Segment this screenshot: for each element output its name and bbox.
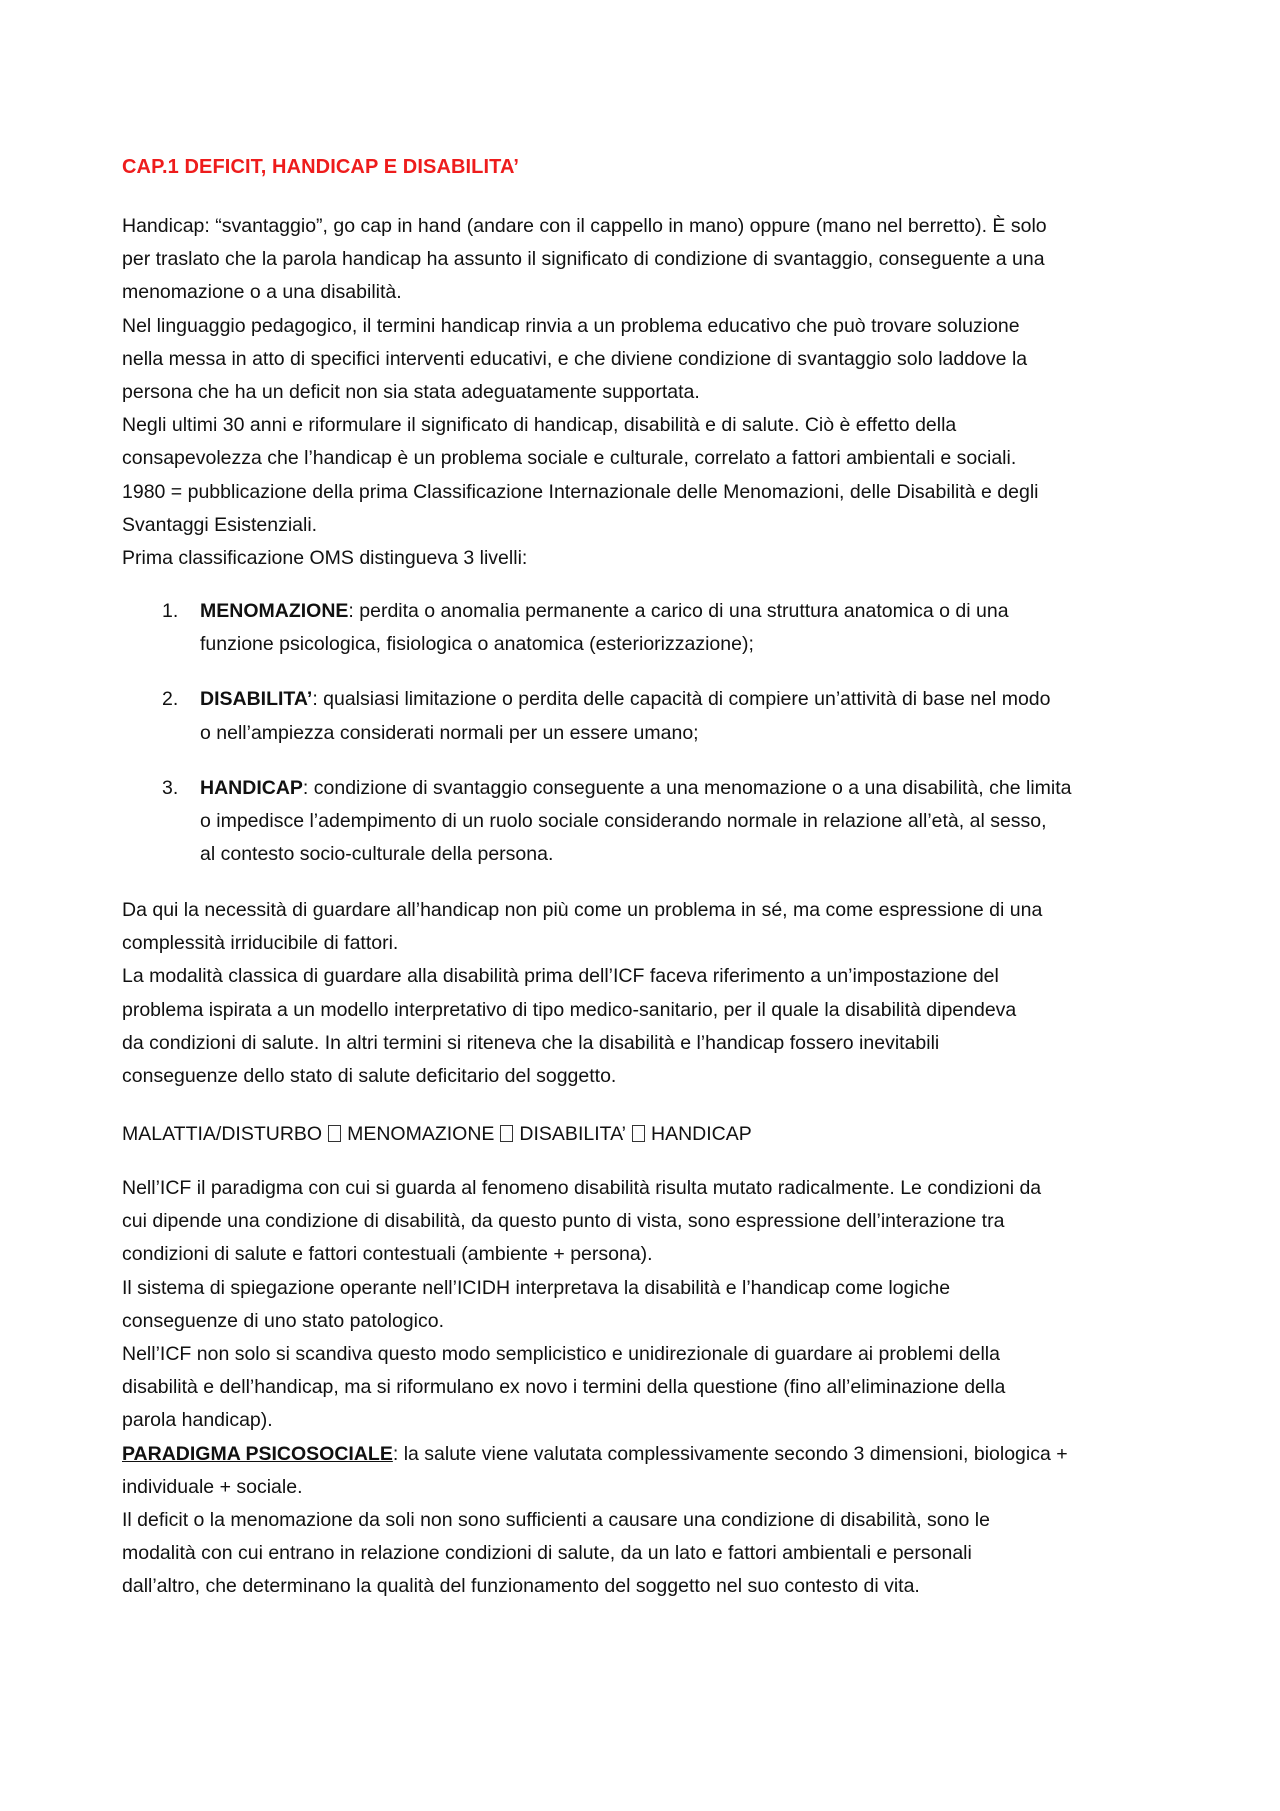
list-item bbox=[122, 683, 1172, 749]
arrow-icon bbox=[632, 1125, 645, 1142]
intro-paragraph bbox=[122, 210, 1172, 575]
middle-paragraph bbox=[122, 894, 1172, 1093]
text-line: dall’altro, che determinano la qualità del funzionamento del soggetto nel suo contesto di vita. bbox=[122, 1575, 920, 1598]
list-text: : condizione di svantaggio conseguente a una menomazione o a una disabilità, che limita bbox=[302, 776, 1072, 799]
text-line: consapevolezza che l’handicap è un problema sociale e culturale, correlato a fattori ambientali e sociali. bbox=[122, 447, 1017, 470]
text-line: per traslato che la parola handicap ha assunto il significato di condizione di svantaggio, conseguente a una bbox=[122, 248, 1045, 271]
flow-step: DISABILITA’ bbox=[519, 1123, 626, 1145]
list-item-line bbox=[200, 683, 1172, 716]
arrow-icon bbox=[500, 1125, 513, 1142]
list-item-line bbox=[200, 595, 1172, 628]
text-line: complessità irriducibile di fattori. bbox=[122, 932, 399, 955]
text-line: Il sistema di spiegazione operante nell’ICIDH interpretava la disabilità e l’handicap come logiche bbox=[122, 1276, 951, 1299]
text-line: da condizioni di salute. In altri termini si riteneva che la disabilità e l’handicap fossero inevitabili bbox=[122, 1031, 940, 1054]
text-line: Nell’ICF il paradigma con cui si guarda al fenomeno disabilità risulta mutato radicalmente. Le condizioni da bbox=[122, 1177, 1042, 1199]
list-text: : qualsiasi limitazione o perdita delle capacità di compiere un’attività di base nel modo bbox=[312, 688, 1051, 711]
arrow-icon bbox=[328, 1125, 341, 1142]
levels-list bbox=[122, 595, 1172, 893]
list-item-line: al contesto socio-culturale della persona. bbox=[200, 843, 554, 866]
flow-step: MENOMAZIONE bbox=[347, 1123, 495, 1145]
chapter-title: CAP.1 DEFICIT, HANDICAP E DISABILITA’ bbox=[122, 156, 520, 178]
text-line: 1980 = pubblicazione della prima Classificazione Internazionale delle Menomazioni, delle Disabilità e degli bbox=[122, 480, 1039, 503]
list-item-line: o nell’ampiezza considerati normali per un essere umano; bbox=[200, 721, 699, 744]
list-number: 3. bbox=[162, 776, 179, 799]
flow-step: HANDICAP bbox=[650, 1123, 752, 1145]
text-line: condizioni di salute e fattori contestuali (ambiente + persona). bbox=[122, 1243, 653, 1266]
text-line: Svantaggi Esistenziali. bbox=[122, 513, 318, 536]
closing-paragraph bbox=[122, 1172, 1172, 1604]
paradigm-line bbox=[122, 1438, 1172, 1471]
text-line: Handicap: “svantaggio”, go cap in hand (andare con il cappello in mano) oppure (mano nel berretto). È solo bbox=[122, 215, 1047, 237]
flow-step: MALATTIA/DISTURBO bbox=[122, 1123, 323, 1145]
text-line: individuale + sociale. bbox=[122, 1475, 303, 1498]
list-number: 2. bbox=[162, 688, 179, 711]
text-line: Prima classificazione OMS distingueva 3 livelli: bbox=[122, 547, 528, 570]
text-line: cui dipende una condizione di disabilità, da questo punto di vista, sono espressione dell’interazione tra bbox=[122, 1210, 1005, 1233]
text-line: conseguenze dello stato di salute deficitario del soggetto. bbox=[122, 1065, 617, 1088]
list-term: MENOMAZIONE bbox=[200, 600, 349, 622]
text-line: nella messa in atto di specifici interventi educativi, e che diviene condizione di svantaggio solo laddove la bbox=[122, 347, 1028, 370]
list-text: : perdita o anomalia permanente a carico di una struttura anatomica o di una bbox=[348, 600, 1009, 622]
list-term: DISABILITA’ bbox=[200, 688, 313, 711]
list-item-line: o impedisce l’adempimento di un ruolo sociale considerando normale in relazione all’età, al sesso, bbox=[200, 810, 1047, 833]
text-line: disabilità e dell’handicap, ma si riformulano ex novo i termini della questione (fino all’eliminazione della bbox=[122, 1376, 1006, 1399]
flow-sequence bbox=[122, 1118, 1172, 1151]
list-item-line: funzione psicologica, fisiologica o anatomica (esteriorizzazione); bbox=[200, 633, 754, 656]
text-line: persona che ha un deficit non sia stata adeguatamente supportata. bbox=[122, 381, 700, 404]
text-line: Nel linguaggio pedagogico, il termini handicap rinvia a un problema educativo che può trovare soluzione bbox=[122, 314, 1020, 337]
text-line: menomazione o a una disabilità. bbox=[122, 281, 402, 304]
paradigm-text: : la salute viene valutata complessivamente secondo 3 dimensioni, biologica + bbox=[392, 1442, 1068, 1465]
text-line: La modalità classica di guardare alla disabilità prima dell’ICF faceva riferimento a un’impostazione del bbox=[122, 965, 999, 988]
text-line: conseguenze di uno stato patologico. bbox=[122, 1309, 444, 1332]
text-line: Da qui la necessità di guardare all’handicap non più come un problema in sé, ma come espressione di una bbox=[122, 899, 1043, 921]
list-number: 1. bbox=[162, 600, 179, 622]
list-item bbox=[122, 772, 1172, 872]
text-line: Negli ultimi 30 anni e riformulare il significato di handicap, disabilità e di salute. Ciò è effetto della bbox=[122, 414, 957, 437]
text-line: modalità con cui entrano in relazione condizioni di salute, da un lato e fattori ambientali e personali bbox=[122, 1542, 972, 1565]
text-line: parola handicap). bbox=[122, 1409, 273, 1432]
list-item bbox=[122, 595, 1172, 661]
text-line: Nell’ICF non solo si scandiva questo modo semplicistico e unidirezionale di guardare ai problemi della bbox=[122, 1343, 1000, 1366]
list-item-line bbox=[200, 772, 1172, 805]
list-term: HANDICAP bbox=[200, 776, 303, 799]
text-line: Il deficit o la menomazione da soli non sono sufficienti a causare una condizione di disabilità, sono le bbox=[122, 1509, 990, 1532]
paradigm-term: PARADIGMA PSICOSOCIALE bbox=[122, 1442, 393, 1465]
text-line: problema ispirata a un modello interpretativo di tipo medico-sanitario, per il quale la disabilità dipendeva bbox=[122, 998, 1017, 1021]
